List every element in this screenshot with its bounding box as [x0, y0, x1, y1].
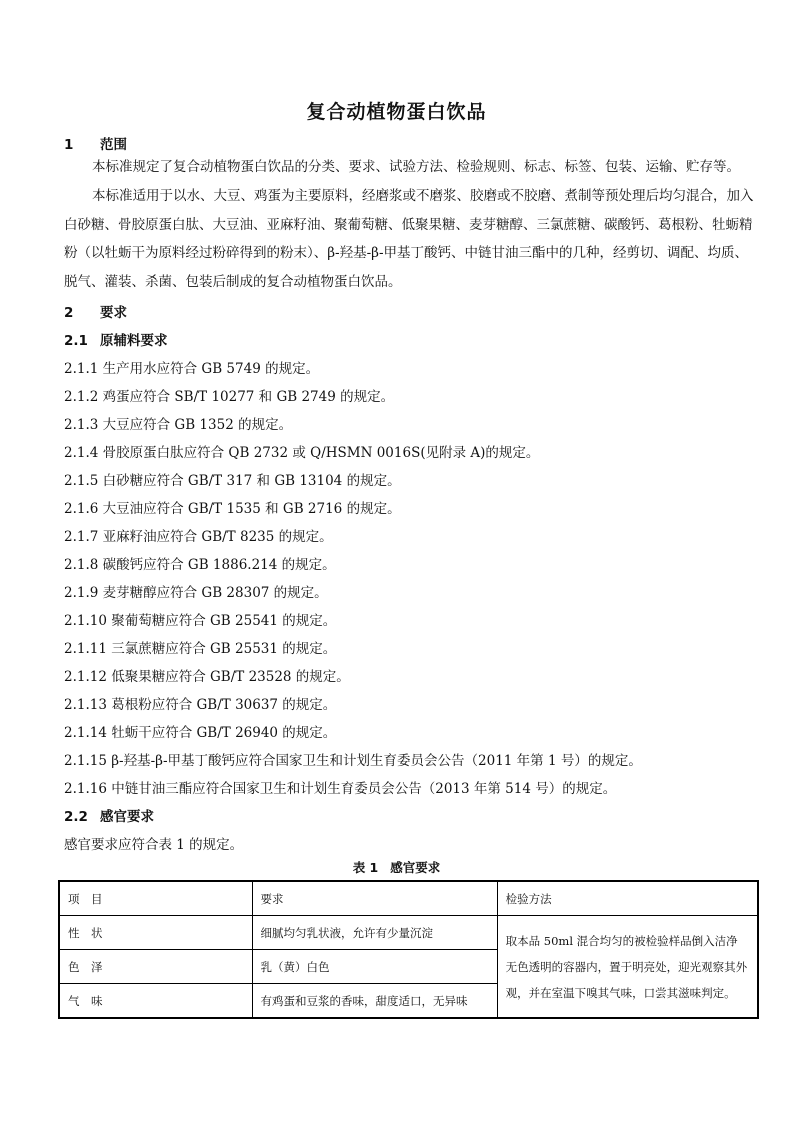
table-title: 感官要求 — [390, 860, 441, 875]
section-title: 要求 — [100, 305, 127, 321]
clause-item: 2.1.8 碳酸钙应符合 GB 1886.214 的规定。 — [64, 557, 336, 573]
row-item: 色 泽 — [59, 950, 252, 984]
scope-paragraph-1: 本标准规定了复合动植物蛋白饮品的分类、要求、试验方法、检验规则、标志、标签、包装、运输、贮存等。 — [92, 159, 740, 175]
row-item: 性 状 — [59, 916, 252, 950]
document-title: 复合动植物蛋白饮品 — [306, 101, 487, 123]
table-number: 表 1 — [352, 860, 379, 875]
clause-item: 2.1.11 三氯蔗糖应符合 GB 25531 的规定。 — [64, 641, 337, 657]
row-item: 气 味 — [59, 984, 252, 1019]
test-method-cell: 取本品 50ml 混合均匀的被检验样品倒入洁净无色透明的容器内，置于明亮处，迎光观察其外观，并在室温下嗅其气味，口尝其滋味判定。 — [497, 916, 758, 1019]
section-title: 感官要求 — [100, 809, 154, 825]
header-cell-requirement: 要求 — [252, 881, 497, 916]
header-cell-item: 项 目 — [59, 881, 252, 916]
section-number: 2 — [64, 305, 74, 321]
subsection-heading-sensory — [64, 805, 154, 825]
clause-item: 2.1.2 鸡蛋应符合 SB/T 10277 和 GB 2749 的规定。 — [64, 389, 395, 405]
section-number: 2.2 — [64, 809, 88, 825]
subsection-heading-raw-materials — [64, 329, 168, 349]
row-requirement: 乳（黄）白色 — [252, 950, 497, 984]
section-title: 原辅料要求 — [100, 333, 168, 349]
clause-item: 2.1.15 β-羟基-β-甲基丁酸钙应符合国家卫生和计划生育委员会公告（2011 年第 1 号）的规定。 — [64, 753, 642, 769]
sensory-table — [58, 880, 759, 1019]
clause-item: 2.1.7 亚麻籽油应符合 GB/T 8235 的规定。 — [64, 529, 333, 545]
section-heading-scope — [64, 133, 127, 153]
header-cell-method: 检验方法 — [497, 881, 758, 916]
clause-item: 2.1.1 生产用水应符合 GB 5749 的规定。 — [64, 361, 320, 377]
sensory-intro: 感官要求应符合表 1 的规定。 — [64, 837, 244, 853]
table-row — [59, 916, 758, 950]
clause-item: 2.1.13 葛根粉应符合 GB/T 30637 的规定。 — [64, 697, 337, 713]
row-requirement: 细腻均匀乳状液，允许有少量沉淀 — [252, 916, 497, 950]
clause-item: 2.1.3 大豆应符合 GB 1352 的规定。 — [64, 417, 293, 433]
section-number: 1 — [64, 137, 74, 153]
section-title: 范围 — [100, 137, 127, 153]
clause-item: 2.1.10 聚葡萄糖应符合 GB 25541 的规定。 — [64, 613, 337, 629]
scope-paragraph-2: 本标准适用于以水、大豆、鸡蛋为主要原料，经磨浆或不磨浆、胶磨或不胶磨、煮制等预处理后均匀混合，加入白砂糖、骨胶原蛋白肽、大豆油、亚麻籽油、聚葡萄糖、低聚果糖、麦芽糖醇、三氯蔗糖、碳酸钙、葛根粉、牡蛎精粉（以牡蛎干为原料经过粉碎得到的粉末）、β-羟基-β-甲基丁酸钙、中链甘油三酯中的几种，经剪切、调配、均质、脱气、灌装、杀菌、包装后制成的复合动植物蛋白饮品。 — [64, 188, 754, 290]
clause-item: 2.1.9 麦芽糖醇应符合 GB 28307 的规定。 — [64, 585, 328, 601]
table-header-row — [59, 881, 758, 916]
table-caption — [0, 858, 793, 876]
clause-item: 2.1.6 大豆油应符合 GB/T 1535 和 GB 2716 的规定。 — [64, 501, 401, 517]
section-number: 2.1 — [64, 333, 88, 349]
clause-item: 2.1.5 白砂糖应符合 GB/T 317 和 GB 13104 的规定。 — [64, 473, 401, 489]
clause-item: 2.1.12 低聚果糖应符合 GB/T 23528 的规定。 — [64, 669, 350, 685]
clause-item: 2.1.16 中链甘油三酯应符合国家卫生和计划生育委员会公告（2013 年第 514 号）的规定。 — [64, 781, 617, 797]
clause-item: 2.1.4 骨胶原蛋白肽应符合 QB 2732 或 Q/HSMN 0016S(见附录 A)的规定。 — [64, 445, 540, 461]
section-heading-requirements — [64, 301, 127, 321]
row-requirement: 有鸡蛋和豆浆的香味，甜度适口，无异味 — [252, 984, 497, 1019]
clause-item: 2.1.14 牡蛎干应符合 GB/T 26940 的规定。 — [64, 725, 337, 741]
